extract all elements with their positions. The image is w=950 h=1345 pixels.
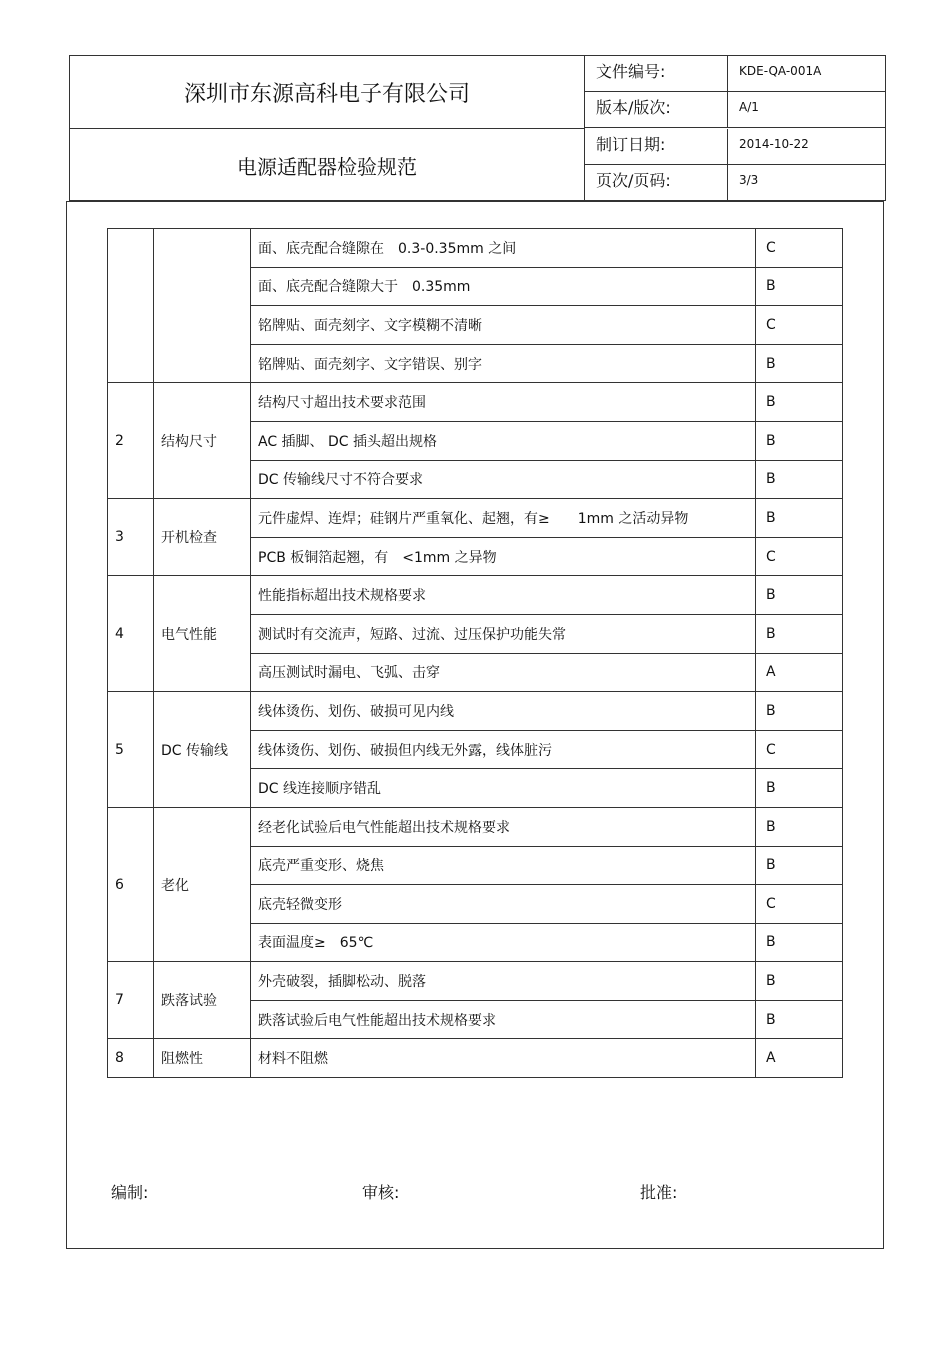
meta-row-file-number [585, 56, 886, 92]
defect-grade: B [756, 460, 843, 499]
defect-description: 面、底壳配合缝隙在 0.3-0.35mm 之间 [251, 229, 756, 268]
signature-reviewed-label: 审核: [362, 1183, 400, 1202]
meta-row-version [585, 92, 886, 128]
company-name: 深圳市东源高科电子有限公司 [70, 56, 585, 129]
meta-row-date [585, 129, 886, 165]
defect-description: 性能指标超出技术规格要求 [251, 576, 756, 615]
item-name [154, 229, 251, 383]
defect-grade: B [756, 846, 843, 885]
defect-grade: B [756, 807, 843, 846]
defect-grade: B [756, 499, 843, 538]
defect-description: 外壳破裂，插脚松动、脱落 [251, 962, 756, 1001]
defect-grade: C [756, 229, 843, 268]
defect-description: 线体烫伤、划伤、破损但内线无外露，线体脏污 [251, 730, 756, 769]
meta-row-page [585, 165, 886, 201]
item-name: 阻燃性 [154, 1039, 251, 1078]
meta-value: 2014-10-22 [739, 137, 809, 151]
defect-description: DC 传输线尺寸不符合要求 [251, 460, 756, 499]
defect-description: 高压测试时漏电、飞弧、击穿 [251, 653, 756, 692]
defect-grade: B [756, 692, 843, 731]
defect-description: 测试时有交流声，短路、过流、过压保护功能失常 [251, 614, 756, 653]
defect-description: 经老化试验后电气性能超出技术规格要求 [251, 807, 756, 846]
defect-grade: B [756, 267, 843, 306]
table-row [108, 576, 843, 615]
item-name: 跌落试验 [154, 962, 251, 1039]
defect-grade: B [756, 576, 843, 615]
item-number: 4 [108, 576, 154, 692]
table-row [108, 383, 843, 422]
meta-label: 页次/页码: [585, 165, 728, 201]
defect-grade: B [756, 383, 843, 422]
table-row [108, 229, 843, 268]
signature-approved-label: 批准: [640, 1183, 678, 1202]
defect-description: 铭牌贴、面壳刻字、文字模糊不清晰 [251, 306, 756, 345]
defect-description: 面、底壳配合缝隙大于 0.35mm [251, 267, 756, 306]
defect-grade: B [756, 923, 843, 962]
table-row [108, 807, 843, 846]
meta-label: 制订日期: [585, 129, 728, 164]
item-number: 8 [108, 1039, 154, 1078]
defect-description: AC 插脚、 DC 插头超出规格 [251, 421, 756, 460]
meta-value: A/1 [739, 100, 759, 114]
defect-grade: C [756, 730, 843, 769]
defect-description: 跌落试验后电气性能超出技术规格要求 [251, 1000, 756, 1039]
defect-grade: B [756, 962, 843, 1001]
item-name: 电气性能 [154, 576, 251, 692]
item-name: 开机检查 [154, 499, 251, 576]
item-name: 老化 [154, 807, 251, 961]
item-number [108, 229, 154, 383]
defect-grade: B [756, 769, 843, 808]
defect-description: 底壳轻微变形 [251, 885, 756, 924]
item-number: 7 [108, 962, 154, 1039]
defect-description: PCB 板铜箔起翘，有 <1mm 之异物 [251, 537, 756, 576]
defect-grade: A [756, 1039, 843, 1078]
table-row [108, 692, 843, 731]
document-header [69, 55, 886, 201]
defect-grade: C [756, 885, 843, 924]
defect-description: 结构尺寸超出技术要求范围 [251, 383, 756, 422]
defect-description: 材料不阻燃 [251, 1039, 756, 1078]
defect-description: 表面温度≥ 65℃ [251, 923, 756, 962]
inspection-table [107, 228, 843, 1078]
table-row [108, 962, 843, 1001]
item-number: 6 [108, 807, 154, 961]
item-number: 2 [108, 383, 154, 499]
defect-grade: B [756, 344, 843, 383]
item-number: 3 [108, 499, 154, 576]
defect-grade: B [756, 421, 843, 460]
item-name: DC 传输线 [154, 692, 251, 808]
item-number: 5 [108, 692, 154, 808]
defect-description: 元件虚焊、连焊；硅钢片严重氧化、起翘，有≥ 1mm 之活动异物 [251, 499, 756, 538]
defect-grade: A [756, 653, 843, 692]
meta-value: 3/3 [739, 173, 759, 187]
item-name: 结构尺寸 [154, 383, 251, 499]
defect-description: 铭牌贴、面壳刻字、文字错误、别字 [251, 344, 756, 383]
meta-label: 文件编号: [585, 56, 728, 91]
document-title: 电源适配器检验规范 [70, 129, 585, 201]
signature-prepared-label: 编制: [111, 1183, 149, 1202]
defect-description: DC 线连接顺序错乱 [251, 769, 756, 808]
table-row [108, 1039, 843, 1078]
meta-value: KDE-QA-001A [739, 64, 822, 78]
meta-label: 版本/版次: [585, 92, 728, 127]
table-row [108, 499, 843, 538]
defect-description: 线体烫伤、划伤、破损可见内线 [251, 692, 756, 731]
defect-description: 底壳严重变形、烧焦 [251, 846, 756, 885]
defect-grade: C [756, 537, 843, 576]
defect-grade: B [756, 1000, 843, 1039]
defect-grade: B [756, 614, 843, 653]
defect-grade: C [756, 306, 843, 345]
